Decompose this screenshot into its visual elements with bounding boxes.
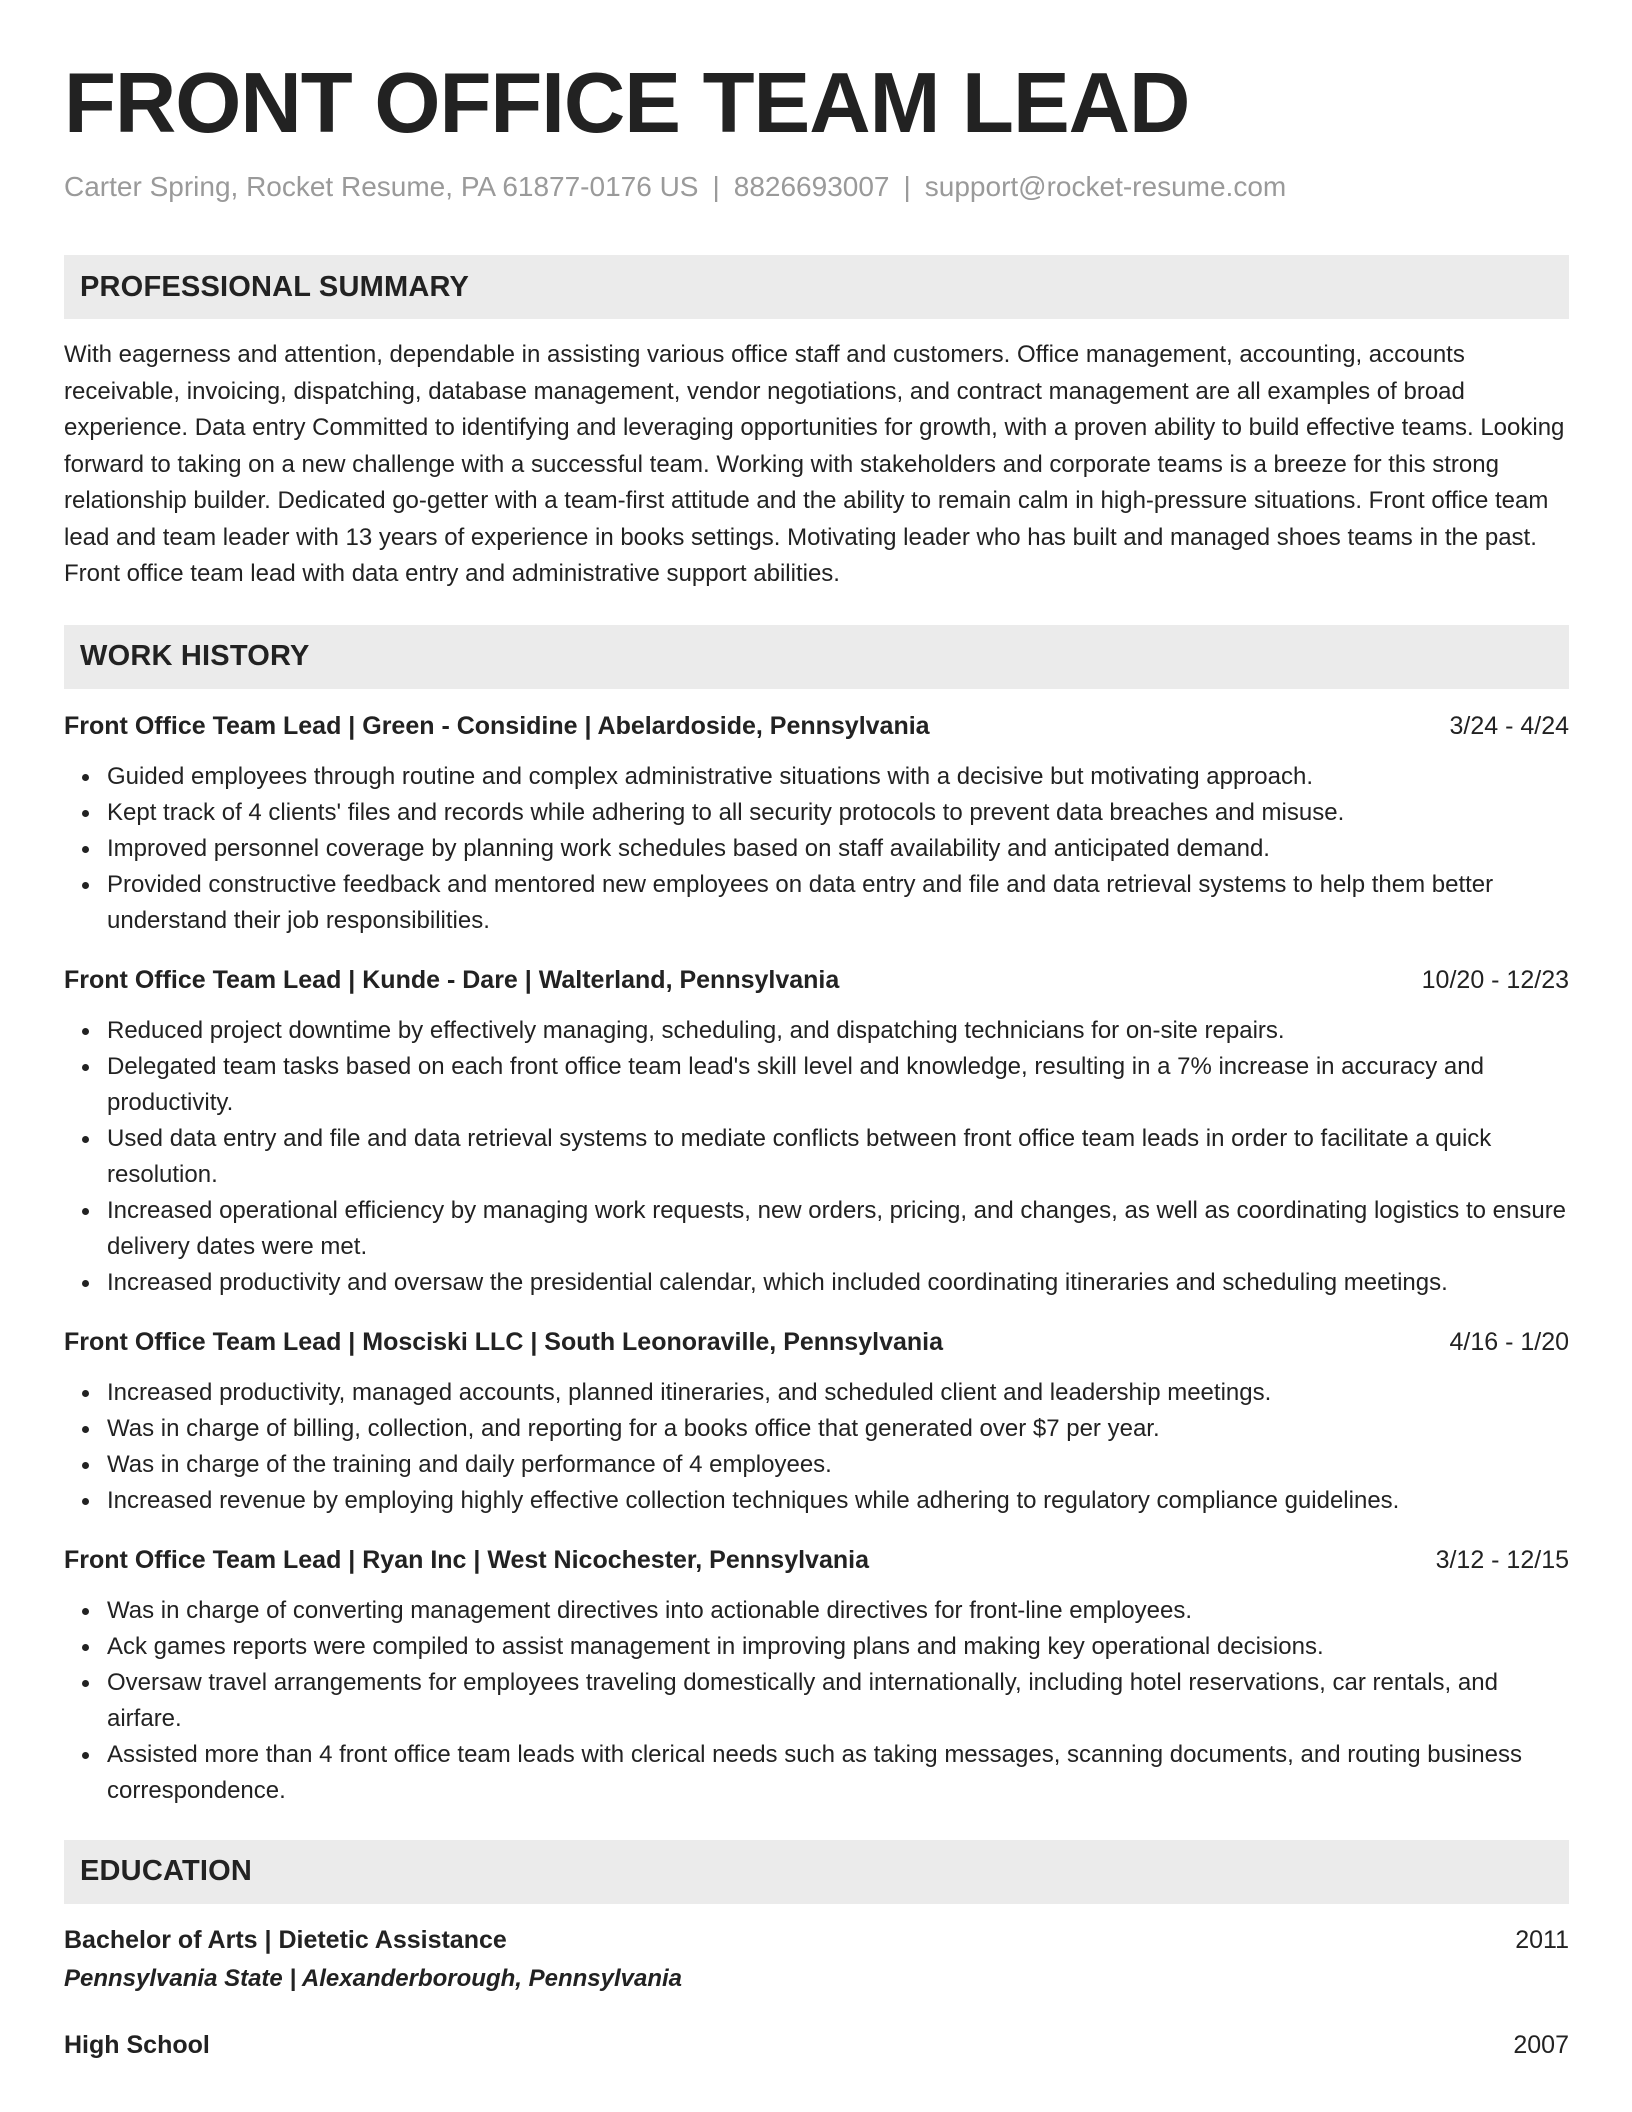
job-title: Front Office Team Lead | Ryan Inc | West Nicochester, Pennsylvania: [64, 1545, 869, 1574]
job-dates: 3/24 - 4/24: [1449, 711, 1569, 740]
contact-address: Carter Spring, Rocket Resume, PA 61877-0176 US: [64, 171, 699, 202]
job-entry: [64, 963, 1569, 1301]
job-bullet-text: Assisted more than 4 front office team leads with clerical needs such as taking messages, scanning documents, and routing business correspondence.: [107, 1740, 1522, 1804]
job-bullet: [107, 1193, 1569, 1265]
job-bullet: [107, 1265, 1569, 1301]
job-bullet-text: Reduced project downtime by effectively managing, scheduling, and dispatching technicians for on-site repairs.: [107, 1016, 1285, 1044]
job-bullet: [107, 1121, 1569, 1193]
job-bullets: [64, 759, 1569, 939]
job-bullet-text: Increased operational efficiency by managing work requests, new orders, pricing, and changes, as well as coordinating logistics to ensure delivery dates were met.: [107, 1196, 1567, 1260]
contact-line: [64, 170, 1569, 204]
job-header: [64, 963, 1569, 997]
job-bullet-text: Increased productivity, managed accounts, planned itineraries, and scheduled client and leadership meetings.: [107, 1378, 1272, 1406]
bullet-icon: [82, 1064, 89, 1071]
job-dates: 3/12 - 12/15: [1435, 1545, 1569, 1574]
education-entry: [64, 2028, 1569, 2062]
job-bullet: [107, 1375, 1569, 1411]
job-bullet-text: Was in charge of the training and daily performance of 4 employees.: [107, 1450, 832, 1478]
job-dates: 4/16 - 1/20: [1449, 1327, 1569, 1356]
job-bullet: [107, 831, 1569, 867]
bullet-icon: [82, 1608, 89, 1615]
education-year: 2007: [1513, 2030, 1569, 2059]
bullet-icon: [82, 1498, 89, 1505]
bullet-icon: [82, 1752, 89, 1759]
section-header-summary: PROFESSIONAL SUMMARY: [64, 255, 1569, 319]
job-bullet-text: Was in charge of converting management directives into actionable directives for front-line employees.: [107, 1596, 1192, 1624]
bullet-icon: [82, 1426, 89, 1433]
bullet-icon: [82, 1136, 89, 1143]
job-entry: [64, 709, 1569, 939]
job-bullet-text: Was in charge of billing, collection, and reporting for a books office that generated over $7 per year.: [107, 1414, 1160, 1442]
job-bullet-text: Guided employees through routine and complex administrative situations with a decisive but motivating approach.: [107, 762, 1313, 790]
job-bullet-text: Oversaw travel arrangements for employees traveling domestically and internationally, including hotel reservations, car rentals, and airfare.: [107, 1668, 1498, 1732]
bullet-icon: [82, 1280, 89, 1287]
bullet-icon: [82, 1208, 89, 1215]
summary-text: With eagerness and attention, dependable in assisting various office staff and customers. Office management, accounting, accounts receivable, invoicing, dispatching, database management, vendor negotiations, and contract management are all examples of broad experience. Data entry Committed to identifying and leveraging opportunities for growth, with a proven ability to build effective teams. Looking forward to taking on a new challenge with a successful team. Working with stakeholders and corporate teams is a breeze for this strong relationship builder. Dedicated go-getter with a team-first attitude and the ability to remain calm in high-pressure situations. Front office team lead and team leader with 13 years of experience in books settings. Motivating leader who has built and managed shoes teams in the past. Front office team lead with data entry and administrative support abilities.: [64, 341, 1565, 587]
job-bullet: [107, 1593, 1569, 1629]
job-bullet-text: Increased productivity and oversaw the presidential calendar, which included coordinating itineraries and scheduling meetings.: [107, 1268, 1448, 1296]
job-header: [64, 709, 1569, 743]
bullet-icon: [82, 774, 89, 781]
education-degree: High School: [64, 2030, 210, 2059]
section-header-education: EDUCATION: [64, 1840, 1569, 1904]
education-header: [64, 1923, 1569, 1957]
job-entry: [64, 1325, 1569, 1519]
job-bullet-text: Provided constructive feedback and mentored new employees on data entry and file and data retrieval systems to help them better understand their job responsibilities.: [107, 870, 1494, 934]
job-bullets: [64, 1375, 1569, 1519]
job-bullet: [107, 759, 1569, 795]
job-title: Front Office Team Lead | Green - Considine | Abelardoside, Pennsylvania: [64, 711, 930, 740]
job-bullet-text: Delegated team tasks based on each front office team lead's skill level and knowledge, resulting in a 7% increase in accuracy and productivity.: [107, 1052, 1484, 1116]
job-title: Front Office Team Lead | Mosciski LLC | South Leonoraville, Pennsylvania: [64, 1327, 943, 1356]
job-bullet-text: Increased revenue by employing highly effective collection techniques while adhering to regulatory compliance guidelines.: [107, 1486, 1400, 1514]
bullet-icon: [82, 1680, 89, 1687]
job-bullets: [64, 1013, 1569, 1301]
job-bullet-text: Ack games reports were compiled to assist management in improving plans and making key operational decisions.: [107, 1632, 1324, 1660]
education-degree: Bachelor of Arts | Dietetic Assistance: [64, 1925, 507, 1954]
contact-separator: |: [712, 171, 720, 202]
education-header: [64, 2028, 1569, 2062]
job-bullet: [107, 1483, 1569, 1519]
job-bullet: [107, 1737, 1569, 1809]
bullet-icon: [82, 1462, 89, 1469]
job-bullet: [107, 795, 1569, 831]
job-header: [64, 1543, 1569, 1577]
job-bullet: [107, 867, 1569, 939]
job-bullet: [107, 1447, 1569, 1483]
education-entry: [64, 1923, 1569, 1995]
job-header: [64, 1325, 1569, 1359]
job-bullet-text: Improved personnel coverage by planning work schedules based on staff availability and anticipated demand.: [107, 834, 1270, 862]
bullet-icon: [82, 810, 89, 817]
contact-phone: 8826693007: [733, 171, 890, 202]
job-bullet: [107, 1013, 1569, 1049]
job-title: Front Office Team Lead | Kunde - Dare | Walterland, Pennsylvania: [64, 965, 840, 994]
job-entry: [64, 1543, 1569, 1809]
bullet-icon: [82, 846, 89, 853]
bullet-icon: [82, 1390, 89, 1397]
contact-email: support@rocket-resume.com: [924, 171, 1287, 202]
job-bullet-text: Used data entry and file and data retrieval systems to mediate conflicts between front office team leads in order to facilitate a quick resolution.: [107, 1124, 1492, 1188]
job-bullets: [64, 1593, 1569, 1809]
job-bullet: [107, 1665, 1569, 1737]
job-bullet: [107, 1049, 1569, 1121]
job-bullet: [107, 1411, 1569, 1447]
education-school: Pennsylvania State | Alexanderborough, Pennsylvania: [64, 1964, 683, 1992]
resume-title: FRONT OFFICE TEAM LEAD: [64, 56, 1190, 151]
education-year: 2011: [1515, 1925, 1569, 1954]
contact-separator: |: [903, 171, 911, 202]
section-header-work-history: WORK HISTORY: [64, 625, 1569, 689]
bullet-icon: [82, 1644, 89, 1651]
bullet-icon: [82, 882, 89, 889]
bullet-icon: [82, 1028, 89, 1035]
job-dates: 10/20 - 12/23: [1421, 965, 1569, 994]
job-bullet-text: Kept track of 4 clients' files and records while adhering to all security protocols to prevent data breaches and misuse.: [107, 798, 1345, 826]
job-bullet: [107, 1629, 1569, 1665]
